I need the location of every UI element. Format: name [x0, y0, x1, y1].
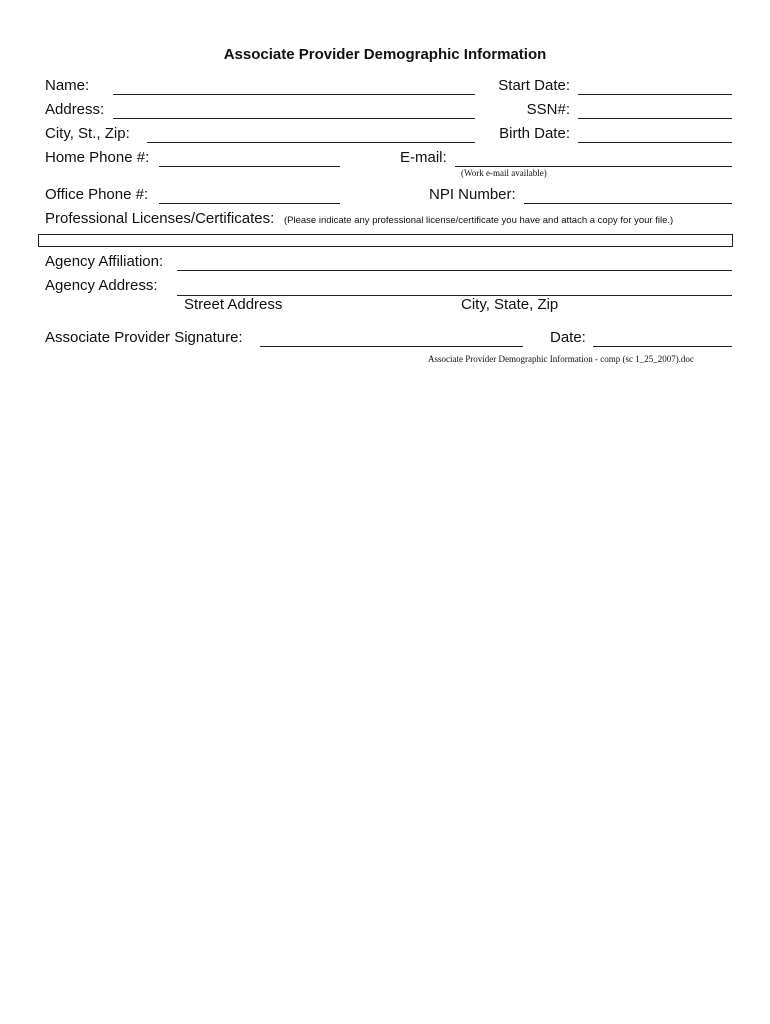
ssn-label: SSN#:: [526, 101, 570, 118]
footer-filename: Associate Provider Demographic Information - comp (sc 1_25_2007).doc: [428, 354, 694, 364]
licenses-field[interactable]: [38, 234, 733, 247]
agency-address-label: Agency Address:: [45, 277, 158, 294]
date-field[interactable]: [593, 346, 732, 347]
address-field[interactable]: [113, 118, 475, 119]
email-field[interactable]: [455, 166, 732, 167]
email-note: (Work e-mail available): [461, 168, 547, 178]
npi-number-field[interactable]: [524, 203, 732, 204]
agency-affiliation-field[interactable]: [177, 270, 732, 271]
page-title: Associate Provider Demographic Information: [223, 46, 547, 63]
city-st-zip-label: City, St., Zip:: [45, 125, 130, 142]
ssn-field[interactable]: [578, 118, 732, 119]
birth-date-label: Birth Date:: [499, 125, 570, 142]
npi-number-label: NPI Number:: [429, 186, 516, 203]
email-label: E-mail:: [400, 149, 447, 166]
signature-label: Associate Provider Signature:: [45, 329, 243, 346]
birth-date-field[interactable]: [578, 142, 732, 143]
city-st-zip-field[interactable]: [147, 142, 475, 143]
address-label: Address:: [45, 101, 105, 118]
name-label: Name:: [45, 77, 90, 94]
city-state-zip-caption: City, State, Zip: [461, 296, 559, 313]
home-phone-field[interactable]: [159, 166, 340, 167]
licenses-note: (Please indicate any professional license/certificate you have and attach a copy for your file.): [284, 215, 674, 226]
agency-affiliation-label: Agency Affiliation:: [45, 253, 164, 270]
office-phone-field[interactable]: [159, 203, 340, 204]
start-date-label: Start Date:: [498, 77, 570, 94]
office-phone-label: Office Phone #:: [45, 186, 149, 203]
signature-field[interactable]: [260, 346, 523, 347]
name-field[interactable]: [113, 94, 475, 95]
date-label: Date:: [550, 329, 586, 346]
start-date-field[interactable]: [578, 94, 732, 95]
street-address-caption: Street Address: [184, 296, 283, 313]
licenses-label: Professional Licenses/Certificates:: [45, 210, 275, 227]
home-phone-label: Home Phone #:: [45, 149, 150, 166]
